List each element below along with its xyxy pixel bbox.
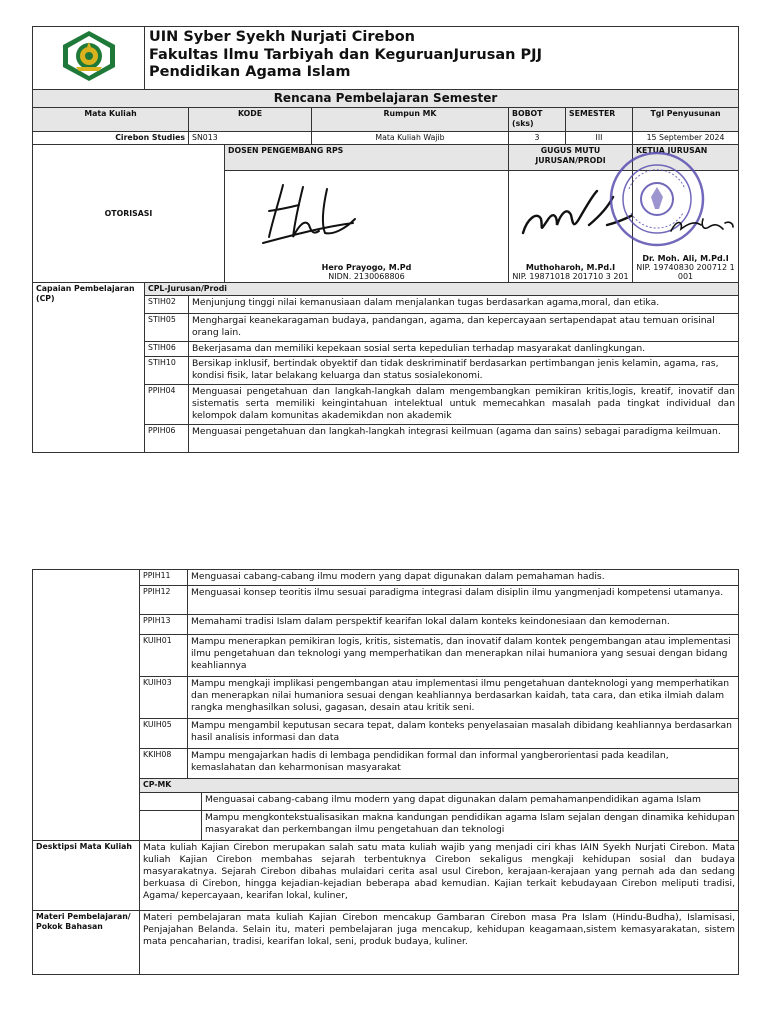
materi-label: Materi Pembelajaran/ Pokok Bahasan bbox=[33, 911, 140, 975]
course-label-row bbox=[33, 108, 739, 132]
rps-table-page-2 bbox=[32, 569, 739, 975]
value-bobot: 3 bbox=[509, 132, 566, 145]
dosen-name: Hero Prayogo, M.Pd bbox=[321, 263, 412, 272]
cpl-code: PPIH13 bbox=[140, 615, 188, 635]
cpl-code: PPIH06 bbox=[145, 425, 189, 453]
cp-header-row bbox=[33, 283, 739, 296]
ketua-header: KETUA JURUSAN bbox=[633, 145, 739, 171]
rps-title: Rencana Pembelajaran Semester bbox=[33, 90, 739, 108]
otorisasi-label: OTORISASI bbox=[33, 145, 225, 283]
materi-row bbox=[33, 911, 739, 975]
gugus-name: Muthoharoh, M.Pd.I bbox=[525, 263, 616, 272]
cpl-code: STIH10 bbox=[145, 357, 189, 385]
cpmk-code bbox=[140, 793, 202, 811]
label-kode: KODE bbox=[189, 108, 312, 132]
cpl-text: Menguasai pengetahuan dan langkah-langkah dalam mengembangkan pemikiran kritis,logis, kreatif, inovatif dan sistematis serta memiliki keingintahuan intelektual untuk memecahkan masalah pada tingkat individual dan kelompok dalam komunitas akademikdan non akademik bbox=[189, 385, 739, 425]
cpl-code: KUIH05 bbox=[140, 719, 188, 749]
cpl-text: Mampu mengkaji implikasi pengembangan atau implementasi ilmu pengetahuan danteknologi yang memperhatikan dan menerapkan nilai humaniora sesuai dengan keahliannya berdasarkan kaidah, tata cara, dan etika ilmiah dalam rangka menghasilkan solusi, gagasan, desain atau kritik seni. bbox=[188, 677, 739, 719]
university-logo-icon bbox=[58, 29, 120, 83]
institution-header-row bbox=[33, 27, 739, 90]
value-tgl: 15 September 2024 bbox=[633, 132, 739, 145]
cpl-header: CPL-Jurusan/Prodi bbox=[145, 283, 739, 296]
cpl-text: Menguasai pengetahuan dan langkah-langkah integrasi keilmuan (agama dan sains) sebagai paradigma keilmuan. bbox=[189, 425, 739, 453]
cpmk-code bbox=[140, 811, 202, 841]
cpl-code: STIH02 bbox=[145, 296, 189, 314]
cpl-code: STIH05 bbox=[145, 314, 189, 342]
cpl-code: PPIH04 bbox=[145, 385, 189, 425]
label-mata-kuliah: Mata Kuliah bbox=[33, 108, 189, 132]
cpmk-text: Menguasai cabang-cabang ilmu modern yang dapat digunakan dalam pemahamanpendidikan agama Islam bbox=[202, 793, 739, 811]
ketua-signature-cell bbox=[633, 171, 739, 283]
cpl-text: Mampu menerapkan pemikiran logis, kritis, sistematis, dan inovatif dalam kontek pengembangan atau implementasi ilmu pengetahuan dan teknologi yang memperhatikan dan menerapkan nilai humaniora yang sesuai dengan bidang keahliannya bbox=[188, 635, 739, 677]
cpl-text: Bekerjasama dan memiliki kepekaan sosial serta kepedulian terhadap masyarakat danlingkungan. bbox=[189, 342, 739, 357]
materi-text: Materi pembelajaran mata kuliah Kajian Cirebon mencakup Gambaran Cirebon masa Pra Islam (Hindu-Budha), Islamisasi, Penjajahan Belanda. Selain itu, materi pembelajaran juga mencakup, kehidupan keagamaan,sistem kemasyarakatan, sistem mata pencaharian, tradisi, kearifan lokal, seni, produk budaya, kuliner. bbox=[140, 911, 739, 975]
cpl-code: STIH06 bbox=[145, 342, 189, 357]
label-rumpun: Rumpun MK bbox=[312, 108, 509, 132]
dosen-signature-cell bbox=[225, 171, 509, 283]
deskripsi-text: Mata kuliah Kajian Cirebon merupakan salah satu mata kuliah wajib yang menjadi ciri khas IAIN Syekh Nurjati Cirebon. Mata kuliah Kajian Cirebon membahas sejarah terbentuknya Cirebon sekaligus mengkaji kehidupan sosial dan budaya masyarakatnya. Sejarah Cirebon dibahas mulaidari cerita asal usul Cirebon, kerajaan-kerajaan yang pernah ada dan sedang berkuasa di Cirebon, hingga kejadian-kejadian beberapa abad kemudian. Kajian terkait kebudayaan Cirebon meliputi tradisi, Agama/ kepercayaan, kearifan lokal, kuliner, bbox=[140, 841, 739, 911]
rps-table-page-1 bbox=[32, 26, 739, 453]
cpl-text: Memahami tradisi Islam dalam perspektif kearifan lokal dalam konteks keindonesiaan dan kemodernan. bbox=[188, 615, 739, 635]
cpmk-header: CP-MK bbox=[140, 779, 739, 793]
ketua-signature-icon bbox=[667, 211, 737, 241]
ketua-nip: NIP. 19740830 200712 1 001 bbox=[636, 263, 735, 281]
gugus-header: GUGUS MUTU JURUSAN/PRODI bbox=[509, 145, 633, 171]
value-mata-kuliah: Cirebon Studies bbox=[33, 132, 189, 145]
cpl-code: KKIH08 bbox=[140, 749, 188, 779]
institution-line-2: Fakultas Ilmu Tarbiyah dan KeguruanJurusan PJJ bbox=[149, 46, 542, 63]
cpl-text: Menguasai konsep teoritis ilmu sesuai paradigma integrasi dalam disiplin ilmu yangmenjadi kompetensi utamanya. bbox=[188, 586, 739, 615]
ketua-name: Dr. Moh. Ali, M.Pd.I bbox=[642, 254, 729, 263]
cpl-code: PPIH11 bbox=[140, 570, 188, 586]
label-bobot: BOBOT (sks) bbox=[509, 108, 566, 132]
cpl-code: KUIH01 bbox=[140, 635, 188, 677]
logo-cell bbox=[33, 27, 145, 90]
dosen-header: DOSEN PENGEMBANG RPS bbox=[225, 145, 509, 171]
cpl-text: Menghargai keanekaragaman budaya, pandangan, agama, dan kepercayaan sertapendapat atau temuan orisinal orang lain. bbox=[189, 314, 739, 342]
label-tgl: Tgl Penyusunan bbox=[633, 108, 739, 132]
cpl-text: Menjunjung tinggi nilai kemanusiaan dalam menjalankan tugas berdasarkan agama,moral, dan etika. bbox=[189, 296, 739, 314]
cpl-code: KUIH03 bbox=[140, 677, 188, 719]
cpl-text: Bersikap inklusif, bertindak obyektif dan tidak deskriminatif berdasarkan pertimbangan jenis kelamin, agama, ras, kondisi fisik, latar belakang keluarga dan status sosialekonomi. bbox=[189, 357, 739, 385]
gugus-nip: NIP. 19871018 201710 3 201 bbox=[512, 272, 629, 281]
dosen-signature-icon bbox=[253, 179, 363, 247]
rps-title-row bbox=[33, 90, 739, 108]
institution-line-3: Pendidikan Agama Islam bbox=[149, 64, 351, 80]
cpl-text: Menguasai cabang-cabang ilmu modern yang dapat digunakan dalam pemahaman hadis. bbox=[188, 570, 739, 586]
deskripsi-label: Desktipsi Mata Kuliah bbox=[33, 841, 140, 911]
cpl-text: Mampu mengambil keputusan secara tepat, dalam konteks penyelasaian masalah dibidang keahliannya berdasarkan hasil analisis informasi dan data bbox=[188, 719, 739, 749]
cp-label: Capaian Pembelajaran (CP) bbox=[33, 283, 145, 453]
value-semester: III bbox=[566, 132, 633, 145]
cpl-text: Mampu mengajarkan hadis di lembaga pendidikan formal dan informal yangberorientasi pada keadilan, kemaslahatan dan keharmonisan masyarakat bbox=[188, 749, 739, 779]
cpl-code: PPIH12 bbox=[140, 586, 188, 615]
institution-line-1: UIN Syber Syekh Nurjati Cirebon bbox=[149, 29, 415, 45]
course-value-row bbox=[33, 132, 739, 145]
dosen-nip: NIDN. 2130068806 bbox=[328, 272, 405, 281]
cp-label-continued bbox=[33, 570, 140, 841]
label-semester: SEMESTER bbox=[566, 108, 633, 132]
table-row bbox=[33, 570, 739, 586]
cpmk-text: Mampu mengkontekstualisasikan makna kandungan pendidikan agama Islam sejalan dengan dinamika kehidupan masyarakat dan perkembangan ilmu pengetahuan dan teknologi bbox=[202, 811, 739, 841]
value-kode: SN013 bbox=[189, 132, 312, 145]
value-rumpun: Mata Kuliah Wajib bbox=[312, 132, 509, 145]
institution-name-cell bbox=[145, 27, 739, 90]
deskripsi-row bbox=[33, 841, 739, 911]
